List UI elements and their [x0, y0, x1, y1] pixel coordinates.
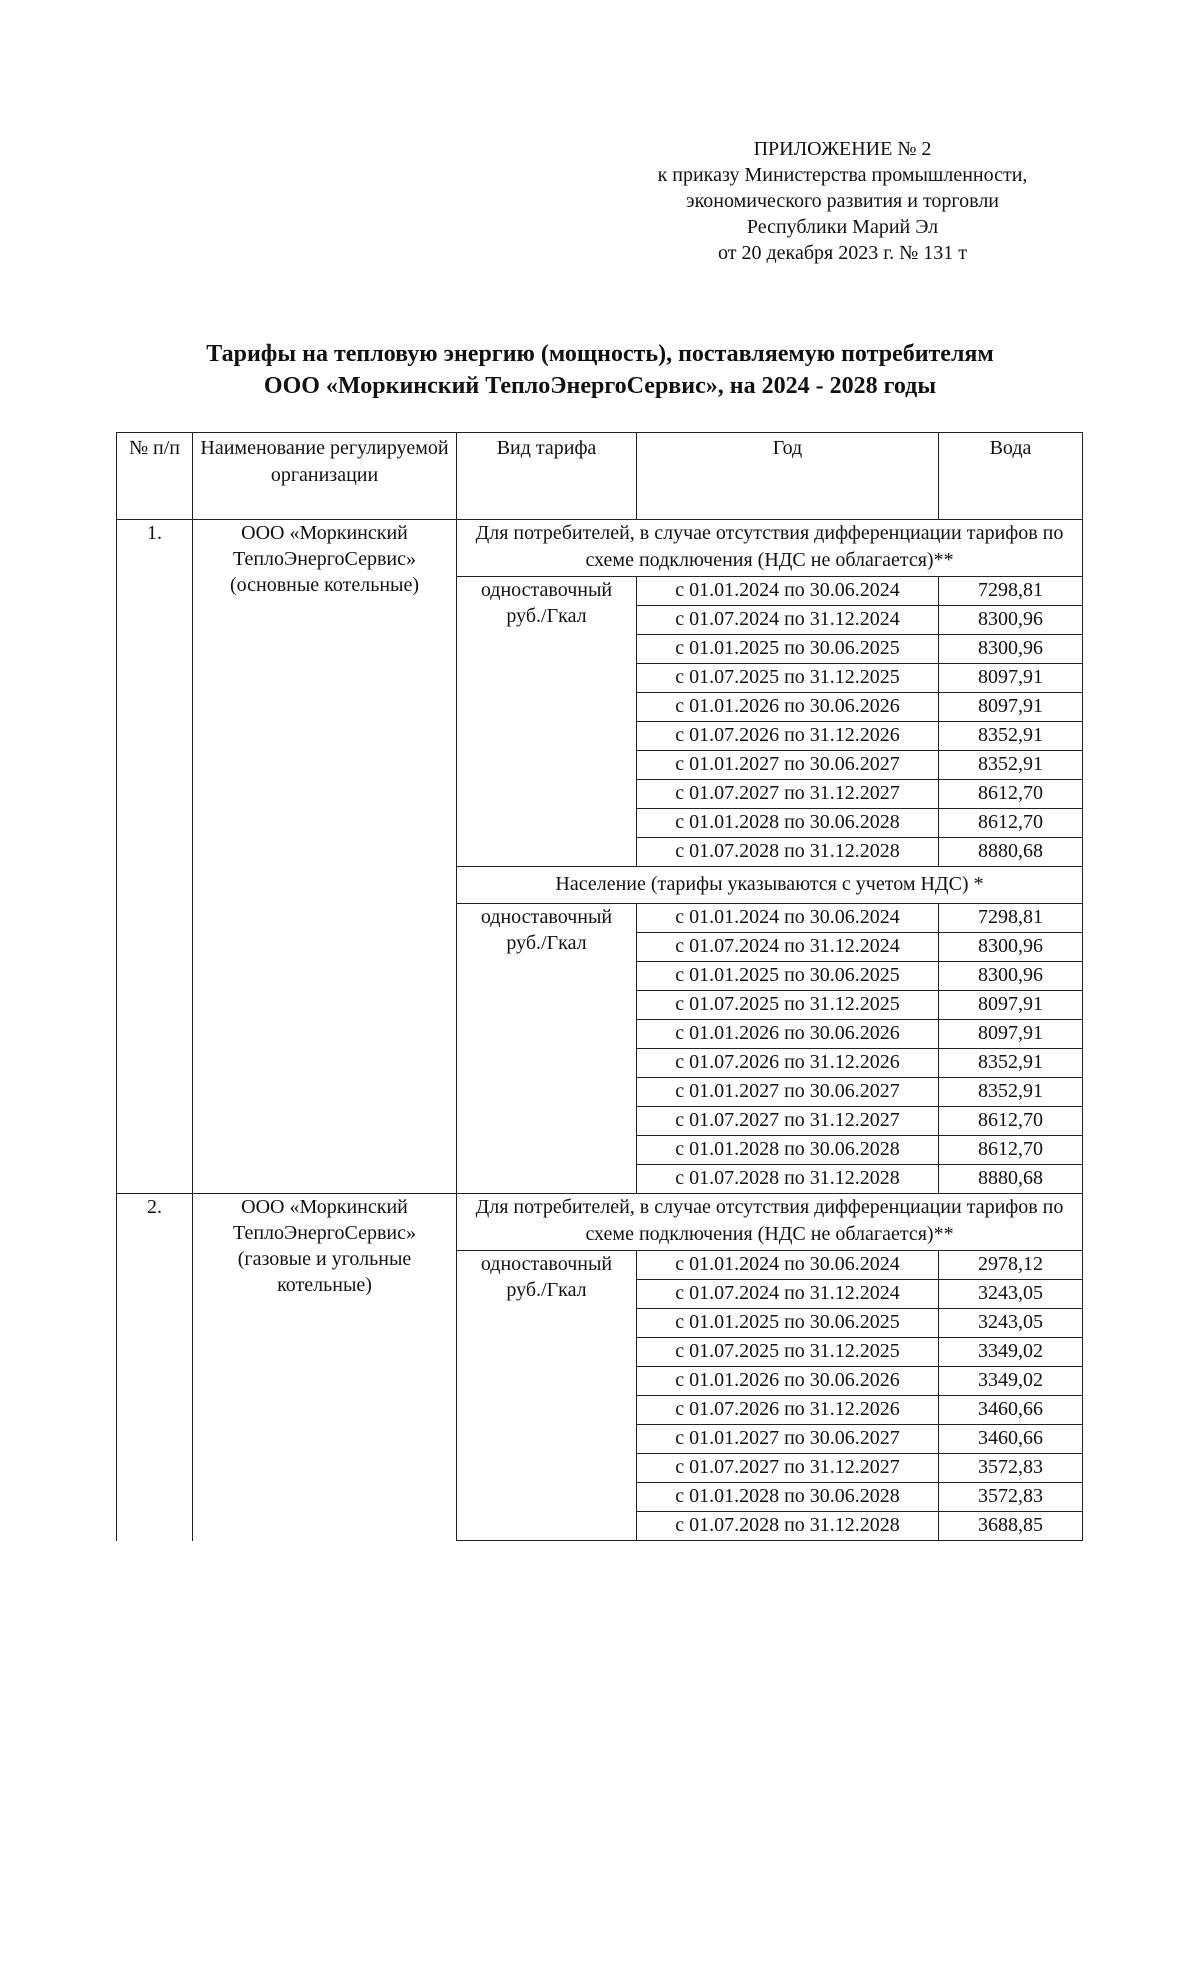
water-value-cell: 8300,96 [939, 933, 1083, 962]
appendix-republic: Республики Марий Эл [746, 216, 939, 238]
period-cell: с 01.07.2027 по 31.12.2027 [637, 1454, 939, 1483]
consumer-group-label: Для потребителей, в случае отсутствия дифференциации тарифов по схеме подключения (НДС не облагается)** [457, 520, 1083, 577]
period-cell: с 01.07.2027 по 31.12.2027 [637, 1107, 939, 1136]
water-value-cell: 2978,12 [939, 1251, 1083, 1280]
water-value-cell: 8880,68 [939, 1165, 1083, 1194]
water-value-cell: 3460,66 [939, 1425, 1083, 1454]
section-number: 2. [117, 1194, 193, 1541]
organization-name: ООО «Моркинский ТеплоЭнергоСервис» (основные котельные) [193, 520, 457, 1194]
period-cell: с 01.01.2028 по 30.06.2028 [637, 1483, 939, 1512]
water-value-cell: 8880,68 [939, 838, 1083, 867]
period-cell: с 01.01.2025 по 30.06.2025 [637, 635, 939, 664]
water-value-cell: 8097,91 [939, 991, 1083, 1020]
period-cell: с 01.01.2024 по 30.06.2024 [637, 1251, 939, 1280]
header-tariff-type: Вид тарифа [457, 433, 637, 520]
period-cell: с 01.01.2026 по 30.06.2026 [637, 693, 939, 722]
water-value-cell: 8097,91 [939, 664, 1083, 693]
appendix-date: от 20 декабря 2023 г. № 131 т [718, 242, 967, 264]
tariff-type: одноставочный руб./Гкал [457, 904, 637, 1194]
header-year: Год [637, 433, 939, 520]
water-value-cell: 8612,70 [939, 1136, 1083, 1165]
period-cell: с 01.07.2026 по 31.12.2026 [637, 1049, 939, 1078]
period-cell: с 01.01.2028 по 30.06.2028 [637, 1136, 939, 1165]
period-cell: с 01.07.2026 по 31.12.2026 [637, 1396, 939, 1425]
organization-name: ООО «Моркинский ТеплоЭнергоСервис» (газовые и угольные котельные) [193, 1194, 457, 1541]
period-cell: с 01.07.2028 по 31.12.2028 [637, 1512, 939, 1541]
period-cell: с 01.07.2025 по 31.12.2025 [637, 991, 939, 1020]
document-title-line-1: Тарифы на тепловую энергию (мощность), поставляемую потребителям [206, 341, 994, 367]
appendix-block [560, 136, 1125, 266]
water-value-cell: 3688,85 [939, 1512, 1083, 1541]
period-cell: с 01.01.2024 по 30.06.2024 [637, 577, 939, 606]
period-cell: с 01.01.2026 по 30.06.2026 [637, 1020, 939, 1049]
document-title-line-2: ООО «Моркинский ТеплоЭнергоСервис», на 2024 - 2028 годы [263, 373, 937, 399]
water-value-cell: 3349,02 [939, 1338, 1083, 1367]
period-cell: с 01.07.2024 по 31.12.2024 [637, 933, 939, 962]
header-num: № п/п [117, 433, 193, 520]
tariff-table [116, 432, 1083, 1541]
period-cell: с 01.01.2024 по 30.06.2024 [637, 904, 939, 933]
water-value-cell: 3572,83 [939, 1454, 1083, 1483]
water-value-cell: 8352,91 [939, 1078, 1083, 1107]
water-value-cell: 8352,91 [939, 751, 1083, 780]
period-cell: с 01.01.2027 по 30.06.2027 [637, 1078, 939, 1107]
period-cell: с 01.07.2025 по 31.12.2025 [637, 1338, 939, 1367]
appendix-ministry: экономического развития и торговли [686, 190, 999, 212]
water-value-cell: 3572,83 [939, 1483, 1083, 1512]
period-cell: с 01.01.2026 по 30.06.2026 [637, 1367, 939, 1396]
period-cell: с 01.07.2028 по 31.12.2028 [637, 838, 939, 867]
water-value-cell: 8300,96 [939, 962, 1083, 991]
water-value-cell: 7298,81 [939, 577, 1083, 606]
water-value-cell: 3243,05 [939, 1309, 1083, 1338]
water-value-cell: 8352,91 [939, 1049, 1083, 1078]
period-cell: с 01.01.2027 по 30.06.2027 [637, 751, 939, 780]
water-value-cell: 8300,96 [939, 606, 1083, 635]
water-value-cell: 3349,02 [939, 1367, 1083, 1396]
document-title [100, 338, 1100, 402]
table-body [117, 520, 1083, 1541]
group-label-row [117, 1194, 1083, 1251]
table-header-row [117, 433, 1083, 520]
tariff-type: одноставочный руб./Гкал [457, 577, 637, 867]
period-cell: с 01.01.2028 по 30.06.2028 [637, 809, 939, 838]
period-cell: с 01.07.2024 по 31.12.2024 [637, 606, 939, 635]
water-value-cell: 3460,66 [939, 1396, 1083, 1425]
water-value-cell: 8097,91 [939, 1020, 1083, 1049]
period-cell: с 01.07.2024 по 31.12.2024 [637, 1280, 939, 1309]
header-water: Вода [939, 433, 1083, 520]
water-value-cell: 8352,91 [939, 722, 1083, 751]
appendix-number: ПРИЛОЖЕНИЕ № 2 [753, 138, 932, 160]
period-cell: с 01.07.2028 по 31.12.2028 [637, 1165, 939, 1194]
period-cell: с 01.01.2025 по 30.06.2025 [637, 962, 939, 991]
water-value-cell: 8612,70 [939, 780, 1083, 809]
period-cell: с 01.07.2025 по 31.12.2025 [637, 664, 939, 693]
consumer-group-label: Для потребителей, в случае отсутствия дифференциации тарифов по схеме подключения (НДС не облагается)** [457, 1194, 1083, 1251]
period-cell: с 01.07.2026 по 31.12.2026 [637, 722, 939, 751]
group-label-row [117, 520, 1083, 577]
water-value-cell: 8612,70 [939, 809, 1083, 838]
appendix-order-ref: к приказу Министерства промышленности, [657, 164, 1028, 186]
period-cell: с 01.01.2025 по 30.06.2025 [637, 1309, 939, 1338]
water-value-cell: 8097,91 [939, 693, 1083, 722]
period-cell: с 01.07.2027 по 31.12.2027 [637, 780, 939, 809]
water-value-cell: 3243,05 [939, 1280, 1083, 1309]
header-org: Наименование регулируемой организации [193, 433, 457, 520]
section-number: 1. [117, 520, 193, 1194]
period-cell: с 01.01.2027 по 30.06.2027 [637, 1425, 939, 1454]
water-value-cell: 8300,96 [939, 635, 1083, 664]
water-value-cell: 7298,81 [939, 904, 1083, 933]
consumer-group-label: Население (тарифы указываются с учетом НДС) * [457, 867, 1083, 904]
water-value-cell: 8612,70 [939, 1107, 1083, 1136]
tariff-type: одноставочный руб./Гкал [457, 1251, 637, 1541]
